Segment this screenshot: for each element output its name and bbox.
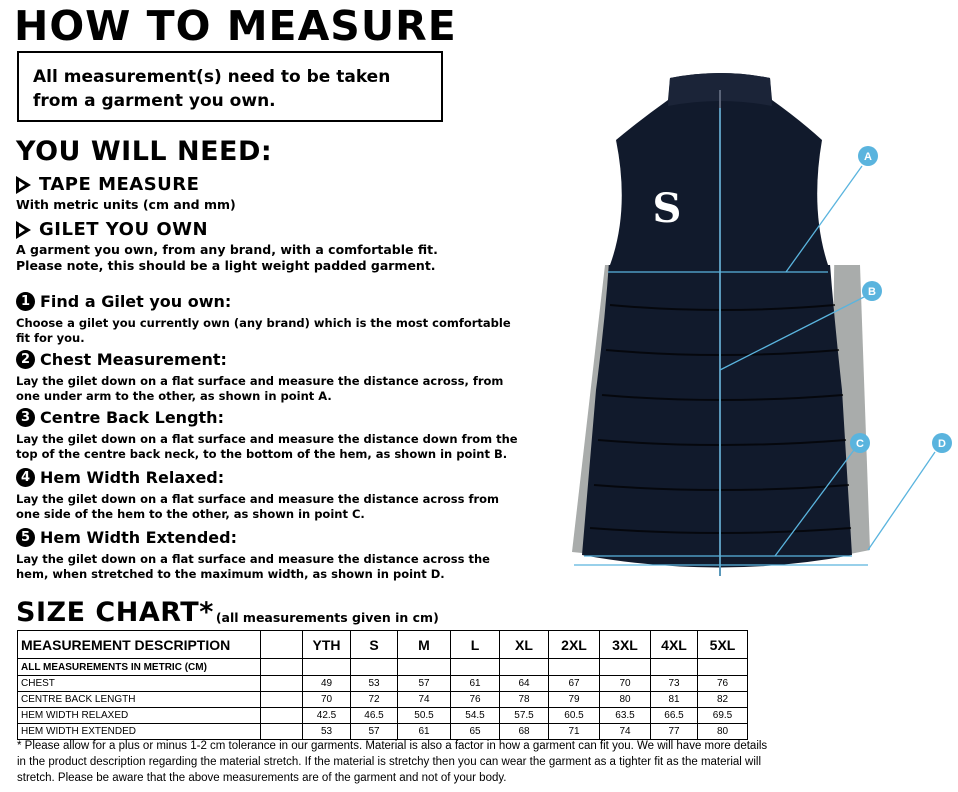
- table-cell: 54.5: [451, 708, 500, 724]
- table-cell: [261, 659, 303, 676]
- table-cell: 80: [600, 692, 651, 708]
- table-cell: 50.5: [398, 708, 451, 724]
- svg-text:D: D: [938, 438, 946, 450]
- step-desc: Choose a gilet you currently own (any brand) which is the most comfortable fit for you.: [16, 316, 511, 345]
- step-chest: [16, 350, 526, 404]
- table-subheader-row: [18, 659, 748, 676]
- table-cell: 72: [351, 692, 398, 708]
- step-label: Hem Width Extended:: [40, 528, 237, 547]
- size-chart-table: [17, 630, 748, 740]
- step-label: Chest Measurement:: [40, 350, 227, 369]
- need-item-gilet: [16, 219, 486, 274]
- marker-d-icon: [932, 433, 952, 453]
- play-arrow-icon: [16, 221, 31, 239]
- table-cell: 61: [451, 676, 500, 692]
- table-cell: 71: [549, 724, 600, 740]
- marker-a-icon: [858, 146, 878, 166]
- svg-text:B: B: [868, 286, 876, 298]
- table-cell: 53: [351, 676, 398, 692]
- table-cell: 73: [651, 676, 698, 692]
- gilet-measurement-diagram: [560, 60, 958, 586]
- need-item-desc: A garment you own, from any brand, with a comfortable fit. Please note, this should be a light weight padded garment.: [16, 242, 438, 273]
- table-cell: 76: [698, 676, 748, 692]
- table-cell: 67: [549, 676, 600, 692]
- header-size: S: [351, 631, 398, 659]
- measurement-notice: All measurement(s) need to be taken from a garment you own.: [17, 51, 443, 122]
- table-cell: [398, 659, 451, 676]
- need-item-desc: With metric units (cm and mm): [16, 197, 236, 212]
- header-size: 3XL: [600, 631, 651, 659]
- header-description: MEASUREMENT DESCRIPTION: [18, 631, 261, 659]
- table-cell: 76: [451, 692, 500, 708]
- table-cell: 66.5: [651, 708, 698, 724]
- table-cell: 57.5: [500, 708, 549, 724]
- table-cell: [698, 659, 748, 676]
- marker-c-icon: [850, 433, 870, 453]
- play-arrow-icon: [16, 176, 31, 194]
- brand-logo-icon: [653, 185, 682, 232]
- table-cell: [451, 659, 500, 676]
- step-number-badge: 5: [16, 528, 35, 547]
- header-spacer: [261, 631, 303, 659]
- step-desc: Lay the gilet down on a flat surface and measure the distance across from one side of the hem to the other, as shown in point C.: [16, 492, 500, 521]
- table-cell: [303, 659, 351, 676]
- step-number-badge: 1: [16, 292, 35, 311]
- size-chart-heading: [16, 598, 439, 628]
- step-find-gilet: [16, 292, 526, 346]
- row-label: HEM WIDTH EXTENDED: [18, 724, 261, 740]
- table-cell: 74: [600, 724, 651, 740]
- you-will-need-heading: YOU WILL NEED:: [16, 136, 273, 167]
- table-cell: [600, 659, 651, 676]
- table-row: [18, 676, 748, 692]
- table-cell: 69.5: [698, 708, 748, 724]
- marker-b-icon: [862, 281, 882, 301]
- page-title: HOW TO MEASURE: [14, 2, 457, 50]
- need-item-label: GILET YOU OWN: [39, 219, 209, 240]
- table-cell: 74: [398, 692, 451, 708]
- header-size: M: [398, 631, 451, 659]
- table-cell: 77: [651, 724, 698, 740]
- table-cell: 78: [500, 692, 549, 708]
- table-cell: [261, 692, 303, 708]
- need-item-tape-measure: [16, 174, 486, 213]
- table-cell: 70: [600, 676, 651, 692]
- table-cell: 61: [398, 724, 451, 740]
- table-cell: 70: [303, 692, 351, 708]
- svg-text:S: S: [652, 185, 682, 232]
- step-back-length: [16, 408, 526, 462]
- leader-d: [868, 452, 935, 550]
- table-cell: [549, 659, 600, 676]
- gilet-body: [582, 73, 852, 568]
- table-cell: 63.5: [600, 708, 651, 724]
- step-hem-extended: [16, 528, 526, 582]
- header-size: 5XL: [698, 631, 748, 659]
- header-size: YTH: [303, 631, 351, 659]
- table-cell: 64: [500, 676, 549, 692]
- table-cell: 81: [651, 692, 698, 708]
- header-size: 4XL: [651, 631, 698, 659]
- header-size: 2XL: [549, 631, 600, 659]
- row-label: CENTRE BACK LENGTH: [18, 692, 261, 708]
- right-armhole: [817, 140, 860, 265]
- table-cell: 80: [698, 724, 748, 740]
- header-size: XL: [500, 631, 549, 659]
- table-cell: 57: [398, 676, 451, 692]
- size-chart-footnote: * Please allow for a plus or minus 1-2 cm tolerance in our garments. Material is also a factor in how a garment can fit you. We will have more details in the product description regarding the material stretch. If the material is stretchy then you can wear the garment as a tighter fit as the material will stretch. Please be aware that the above measurements are of the garment and not of your body.: [17, 740, 768, 784]
- table-cell: 79: [549, 692, 600, 708]
- table-cell: 49: [303, 676, 351, 692]
- table-cell: 53: [303, 724, 351, 740]
- table-cell: [351, 659, 398, 676]
- table-cell: 42.5: [303, 708, 351, 724]
- header-size: L: [451, 631, 500, 659]
- step-label: Find a Gilet you own:: [40, 292, 232, 311]
- table-cell: [261, 676, 303, 692]
- table-row: [18, 692, 748, 708]
- row-label: CHEST: [18, 676, 261, 692]
- table-cell: 46.5: [351, 708, 398, 724]
- svg-text:C: C: [856, 438, 864, 450]
- subheader-label: ALL MEASUREMENTS IN METRIC (CM): [18, 659, 261, 676]
- step-number-badge: 4: [16, 468, 35, 487]
- table-cell: 82: [698, 692, 748, 708]
- step-number-badge: 2: [16, 350, 35, 369]
- table-row: [18, 708, 748, 724]
- size-chart-title: SIZE CHART*: [16, 597, 214, 628]
- step-desc: Lay the gilet down on a flat surface and measure the distance across, from one under arm to the other, as shown in point A.: [16, 374, 504, 403]
- table-header-row: [18, 631, 748, 659]
- row-label: HEM WIDTH RELAXED: [18, 708, 261, 724]
- step-hem-relaxed: [16, 468, 526, 522]
- table-cell: 65: [451, 724, 500, 740]
- table-cell: [500, 659, 549, 676]
- table-cell: [651, 659, 698, 676]
- size-chart-unit-note: (all measurements given in cm): [215, 610, 439, 625]
- step-desc: Lay the gilet down on a flat surface and measure the distance across the hem, when stretched to the maximum width, as shown in point D.: [16, 552, 490, 581]
- table-cell: 57: [351, 724, 398, 740]
- svg-text:A: A: [864, 151, 872, 163]
- step-label: Hem Width Relaxed:: [40, 468, 225, 487]
- step-label: Centre Back Length:: [40, 408, 224, 427]
- step-desc: Lay the gilet down on a flat surface and measure the distance down from the top of the centre back neck, to the bottom of the hem, as shown in point B.: [16, 432, 518, 461]
- need-item-label: TAPE MEASURE: [39, 174, 200, 195]
- table-cell: 60.5: [549, 708, 600, 724]
- step-number-badge: 3: [16, 408, 35, 427]
- table-cell: 68: [500, 724, 549, 740]
- table-cell: [261, 708, 303, 724]
